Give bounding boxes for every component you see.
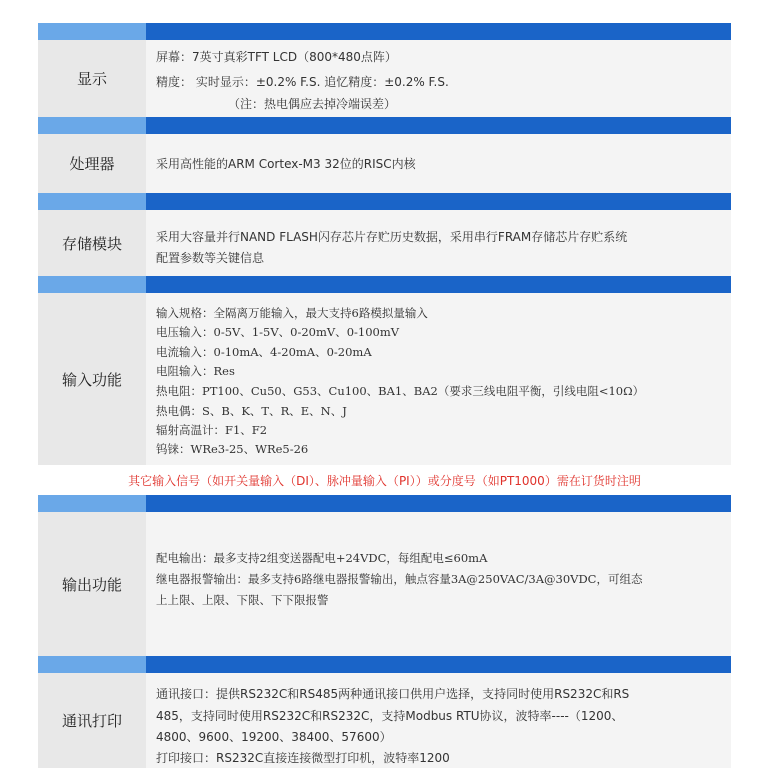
- spec-line: 485，支持同时使用RS232C和RS232C，支持Modbus RTU协议，波特率----（1200、: [156, 709, 624, 723]
- section-display: [38, 40, 731, 117]
- section-processor: [38, 134, 731, 193]
- spec-line: 热电阻：PT100、Cu50、G53、Cu100、BA1、BA2（要求三线电阻平衡，引线电阻<10Ω）: [156, 384, 645, 398]
- section-comm: [38, 673, 731, 768]
- section-divider: [38, 495, 731, 512]
- section-label: 存储模块: [38, 210, 146, 276]
- spec-line: 配电输出：最多支持2组变送器配电+24VDC，每组配电≤60mA: [156, 551, 488, 565]
- spec-line: 屏幕：7英寸真彩TFT LCD（800*480点阵）: [156, 50, 397, 64]
- section-label: 输入功能: [38, 293, 146, 465]
- section-label: 输出功能: [38, 512, 146, 656]
- spec-line: 输入规格：全隔离万能输入，最大支持6路模拟量输入: [156, 306, 428, 320]
- spec-line: 采用大容量并行NAND FLASH闪存芯片存贮历史数据，采用串行FRAM存储芯片存贮系统: [156, 230, 628, 244]
- spec-line: 4800、9600、19200、38400、57600）: [156, 730, 392, 744]
- section-output: [38, 512, 731, 656]
- section-divider: [38, 656, 731, 673]
- section-label: 处理器: [38, 134, 146, 193]
- spec-line: 打印接口：RS232C直接连接微型打印机，波特率1200: [156, 751, 450, 765]
- spec-line: 电压输入：0-5V、1-5V、0-20mV、0-100mV: [156, 325, 400, 339]
- section-input: [38, 293, 731, 465]
- spec-line: 上上限、上限、下限、下下限报警: [156, 593, 329, 607]
- section-divider: [38, 117, 731, 134]
- spec-line: 配置参数等关键信息: [156, 251, 265, 265]
- spec-line: 电阻输入：Res: [156, 364, 235, 378]
- spec-line: 采用高性能的ARM Cortex-M3 32位的RISC内核: [156, 157, 416, 171]
- spec-line: 精度： 实时显示：±0.2% F.S. 追忆精度：±0.2% F.S.: [156, 75, 449, 89]
- spec-line: 电流输入：0-10mA、4-20mA、0-20mA: [156, 345, 372, 359]
- spec-line: 辐射高温计：F1、F2: [156, 423, 268, 437]
- input-note: 其它输入信号（如开关量输入（DI）、脉冲量输入（PI））或分度号（如PT1000）需在订货时注明: [128, 474, 641, 488]
- spec-line: 通讯接口：提供RS232C和RS485两种通讯接口供用户选择，支持同时使用RS232C和RS: [156, 687, 630, 701]
- spec-line: 热电偶：S、B、K、T、R、E、N、J: [156, 404, 347, 418]
- section-divider: [38, 276, 731, 293]
- spec-line: （注：热电偶应去掉冷端误差）: [228, 97, 397, 111]
- section-storage: [38, 210, 731, 276]
- section-divider: [38, 23, 731, 40]
- spec-line: 钨铼：WRe3-25、WRe5-26: [156, 442, 309, 456]
- spec-line: 继电器报警输出：最多支持6路继电器报警输出，触点容量3A@250VAC/3A@30VDC，可组态: [156, 572, 643, 586]
- section-divider: [38, 193, 731, 210]
- section-label: 通讯打印: [38, 673, 146, 768]
- section-label: 显示: [38, 40, 146, 117]
